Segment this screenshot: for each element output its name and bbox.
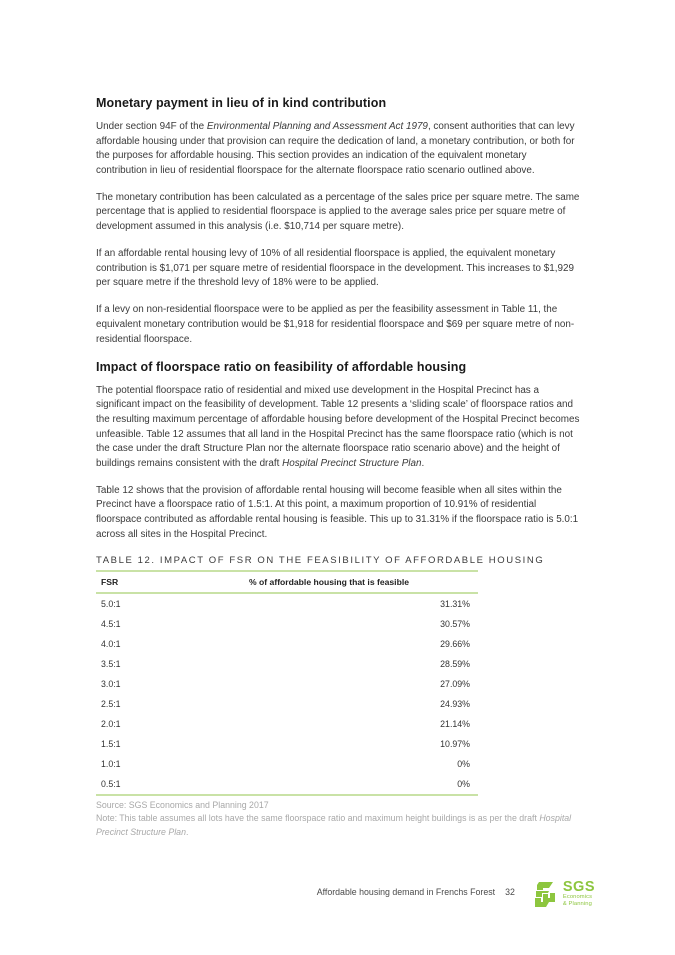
sgs-logo-subtitle-line2: & Planning [562, 900, 592, 907]
section-heading-fsr-impact: Impact of floorspace ratio on feasibility of affordable housing [96, 359, 467, 374]
sgs-logo-text [563, 880, 595, 907]
fsr-cell: 4.5:1 [101, 618, 121, 629]
table-row [96, 734, 478, 754]
column-header-fsr: FSR [96, 571, 180, 593]
paragraph-text: . [421, 457, 425, 469]
footer-document-title: Affordable housing demand in Frenchs Forest [316, 887, 496, 897]
sgs-logo-subtitle-line1: Economics [562, 894, 593, 900]
pct-cell: 0% [180, 774, 478, 795]
table-12 [96, 570, 478, 796]
plan-title-italic: Hospital Precinct Structure Plan [96, 813, 572, 837]
paragraph-text: The potential floorspace ratio of residential and mixed use development in the Hospital Precinct has a significant impact on the feasibility of development. Table 12 presents a ‘sliding scale’ of floorspace ratios and the resulting maximum percentage of affordable housing before development of the Hospital Precinct becomes unfeasible. Table 12 assumes that all land in the Hospital Precinct has the same floorspace ratio (which is not the case under the draft Structure Plan nor the alternate floorspace ratio scenario above) and the height of buildings remains consistent with the draft [96, 384, 580, 469]
pct-cell: 27.09% [440, 678, 470, 689]
table-source-note: Source: SGS Economics and Planning 2017 [96, 799, 269, 810]
table-row [96, 674, 478, 694]
table-row [96, 774, 478, 795]
sgs-logo-name: SGS [562, 879, 595, 895]
fsr-cell: 0.5:1 [96, 774, 180, 795]
paragraph-non-residential-levy: If a levy on non-residential floorspace were to be applied as per the feasibility assessment in Table 11, the equivalent monetary contribution would be $1,918 for residential floorspace and $69 per square metre of non-residential floorspace. [96, 304, 575, 345]
section-heading-monetary-payment: Monetary payment in lieu of in kind contribution [96, 96, 387, 110]
fsr-cell: 5.0:1 [101, 598, 121, 609]
table-row [96, 694, 478, 714]
table-12-title: TABLE 12. IMPACT OF FSR ON THE FEASIBILITY OF AFFORDABLE HOUSING [96, 554, 545, 566]
pct-cell: 24.93% [440, 698, 470, 709]
footnote-text: Note: This table assumes all lots have the same floorspace ratio and maximum height buildings is as per the draft [96, 813, 540, 824]
fsr-cell: 2.0:1 [101, 718, 121, 729]
table-footnote [96, 812, 580, 839]
table-row [96, 654, 478, 674]
paragraph-text: Under section 94F of the [96, 121, 207, 132]
column-header-feasible: % of affordable housing that is feasible [180, 571, 478, 593]
paragraph-table12-findings: Table 12 shows that the provision of affordable rental housing will become feasible when all sites within the Precinct have a floorspace ratio of 1.5:1. At this point, a maximum proportion of 10.91% of residential floorspace contributed as affordable rental housing is feasible. This up to 31.31% if the floorspace ratio is 5.0:1 across all sites in the Hospital Precinct. [96, 484, 579, 540]
pct-cell: 31.31% [440, 598, 470, 609]
pct-cell: 21.14% [440, 718, 470, 729]
pct-cell: 10.97% [440, 738, 470, 749]
paragraph-monetary-contribution: The monetary contribution has been calculated as a percentage of the sales price per square metre. The same percentage that is applied to residential floorspace is applied to the average sales price per square metre of development assumed in this analysis (i.e. $10,714 per square metre). [96, 191, 580, 233]
pct-cell: 29.66% [440, 638, 470, 649]
fsr-cell: 3.5:1 [101, 658, 121, 669]
pct-cell: 30.57% [440, 618, 470, 629]
fsr-cell: 4.0:1 [101, 638, 121, 649]
pct-cell: 28.59% [440, 658, 470, 669]
footnote-text: . [185, 826, 189, 837]
table-header-row [96, 571, 478, 593]
table-row [96, 593, 478, 614]
page-footer [317, 880, 595, 910]
fsr-cell: 1.0:1 [101, 758, 121, 769]
paragraph-levy-10pct: If an affordable rental housing levy of 10% of all residential floorspace is applied, the equivalent monetary contribution is $1,071 per square metre of residential floorspace in the development. This increases to $1,929 per square metre if the threshold levy of 18% were to be applied. [96, 248, 574, 289]
act-title-italic: Environmental Planning and Assessment Act 1979 [206, 121, 428, 132]
table-row [96, 634, 478, 654]
page-content [96, 0, 580, 839]
fsr-cell: 3.0:1 [101, 678, 121, 689]
page-number: 32 [505, 887, 515, 897]
sgs-logo-icon [529, 880, 559, 910]
paragraph-fsr-sliding-scale [96, 384, 580, 472]
pct-cell: 0% [457, 758, 470, 769]
table-row [96, 614, 478, 634]
paragraph-text: , consent authorities that can levy affordable housing under that provision can require the dedication of land, a monetary contribution, or both for the purposes for affordable housing. This section provides an indication of the equivalent monetary contribution in lieu of residential floorspace for the alternate floorspace ratio scenario outlined above. [96, 121, 575, 176]
table-row [96, 714, 478, 734]
sgs-logo [529, 880, 595, 910]
paragraph-section94f [96, 120, 580, 178]
fsr-cell: 1.5:1 [101, 738, 121, 749]
plan-title-italic: Hospital Precinct Structure Plan [282, 457, 422, 469]
fsr-cell: 2.5:1 [101, 698, 121, 709]
table-row [96, 754, 478, 774]
